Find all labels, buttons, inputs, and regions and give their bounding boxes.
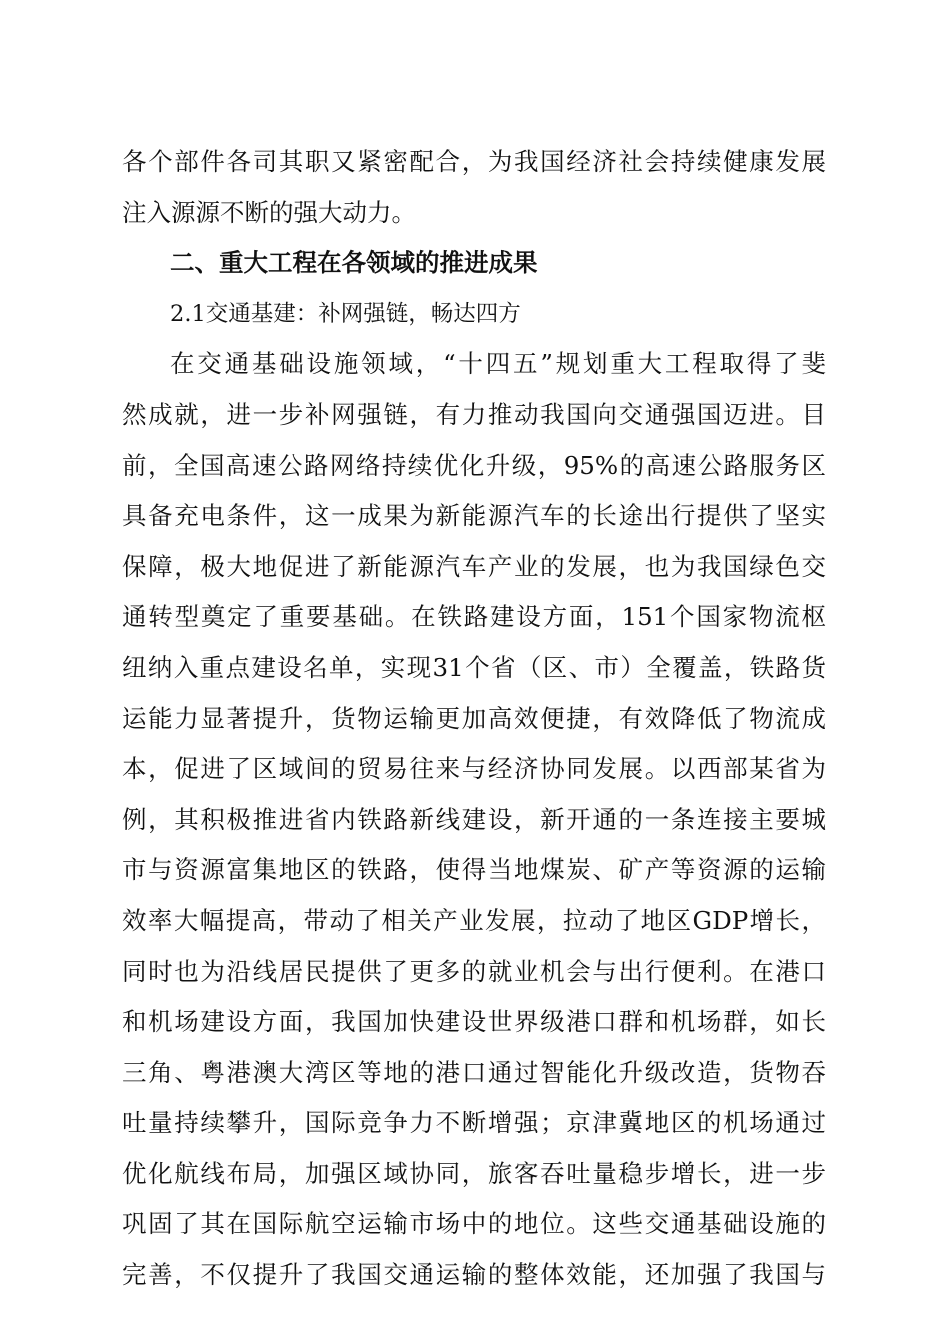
paragraph-line: 例，其积极推进省内铁路新线建设，新开通的一条连接主要城 <box>122 804 826 834</box>
intro-line: 各个部件各司其职又紧密配合，为我国经济社会持续健康发展 <box>122 147 826 176</box>
section-heading: 二、重大工程在各领域的推进成果 <box>170 248 538 278</box>
paragraph-line: 本，促进了区域间的贸易往来与经济协同发展。以西部某省为 <box>122 754 826 784</box>
intro-line: 注入源源不断的强大动力。 <box>122 197 416 227</box>
paragraph-line: 优化航线布局，加强区域协同，旅客吞吐量稳步增长，进一步 <box>122 1158 826 1188</box>
subsection-heading: 2.1交通基建：补网强链，畅达四方 <box>170 300 521 327</box>
paragraph-line: 完善，不仅提升了我国交通运输的整体效能，还加强了我国与 <box>122 1260 826 1290</box>
paragraph-line: 在交通基础设施领域，“十四五”规划重大工程取得了斐 <box>170 349 826 379</box>
paragraph-line: 三角、粤港澳大湾区等地的港口通过智能化升级改造，货物吞 <box>122 1057 826 1087</box>
paragraph-line: 具备充电条件，这一成果为新能源汽车的长途出行提供了坚实 <box>122 501 826 531</box>
paragraph-line: 前，全国高速公路网络持续优化升级，95%的高速公路服务区 <box>122 450 826 480</box>
paragraph-line: 巩固了其在国际航空运输市场中的地位。这些交通基础设施的 <box>122 1209 826 1239</box>
paragraph-line: 运能力显著提升，货物运输更加高效便捷，有效降低了物流成 <box>122 703 826 733</box>
paragraph-line: 通转型奠定了重要基础。在铁路建设方面，151个国家物流枢 <box>122 602 826 632</box>
paragraph-line: 纽纳入重点建设名单，实现31个省（区、市）全覆盖，铁路货 <box>122 652 826 682</box>
paragraph-line: 市与资源富集地区的铁路，使得当地煤炭、矿产等资源的运输 <box>122 855 826 885</box>
paragraph-line: 和机场建设方面，我国加快建设世界级港口群和机场群，如长 <box>122 1007 826 1037</box>
paragraph-line: 然成就，进一步补网强链，有力推动我国向交通强国迈进。目 <box>122 399 826 429</box>
paragraph-line: 保障，极大地促进了新能源汽车产业的发展，也为我国绿色交 <box>122 551 826 581</box>
document-body <box>122 137 826 1301</box>
paragraph-line: 吐量持续攀升，国际竞争力不断增强；京津冀地区的机场通过 <box>122 1108 826 1138</box>
paragraph-line: 效率大幅提高，带动了相关产业发展，拉动了地区GDP增长， <box>122 905 826 935</box>
paragraph-line: 同时也为沿线居民提供了更多的就业机会与出行便利。在港口 <box>122 956 826 986</box>
